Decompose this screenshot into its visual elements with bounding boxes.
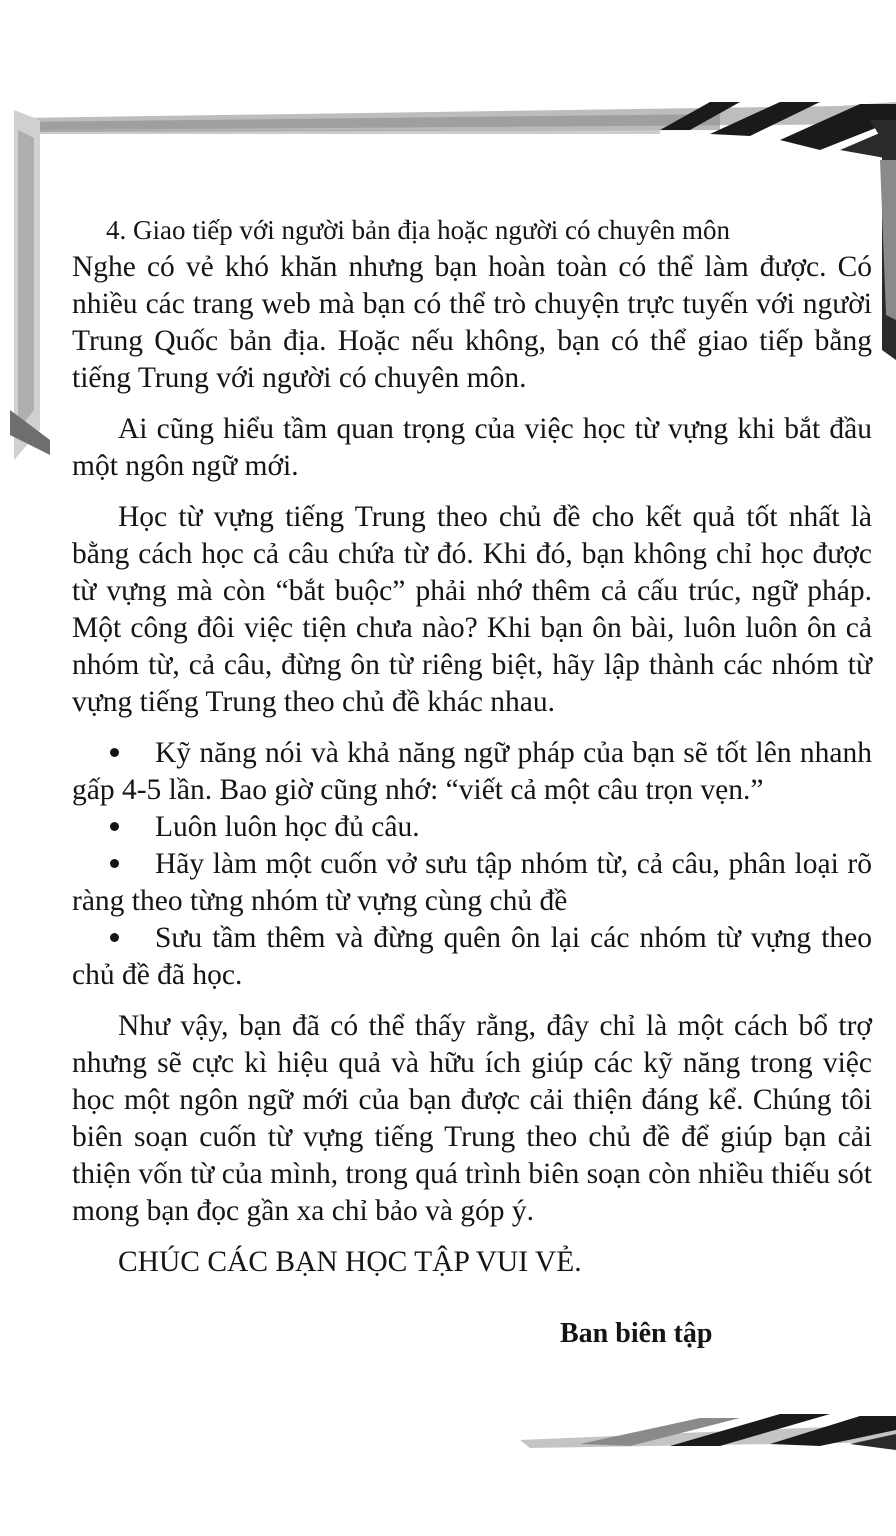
list-item-text: Luôn luôn học đủ câu.	[155, 811, 420, 843]
tips-list	[72, 735, 872, 994]
bottom-frame-ornament	[520, 1400, 896, 1460]
left-frame-ornament	[10, 110, 50, 460]
closing-wishes: CHÚC CÁC BẠN HỌC TẬP VUI VẺ.	[118, 1246, 582, 1278]
list-item	[72, 735, 872, 809]
list-item-text: Hãy làm một cuốn vở sưu tập nhóm từ, cả câu, phân loại rõ ràng theo từng nhóm từ vựng cùng chủ đề	[72, 848, 872, 917]
bullet-icon	[110, 859, 119, 868]
list-item-text: Kỹ năng nói và khả năng ngữ pháp của bạn sẽ tốt lên nhanh gấp 4-5 lần. Bao giờ cũng nhớ: “viết cả một câu trọn vẹn.”	[72, 737, 872, 806]
paragraph-conclusion: Như vậy, bạn đã có thể thấy rằng, đây chỉ là một cách bổ trợ nhưng sẽ cực kì hiệu quả và hữu ích giúp các kỹ năng trong việc học một ngôn ngữ mới của bạn được cải thiện đáng kể. Chúng tôi biên soạn cuốn từ vựng tiếng Trung theo chủ đề để giúp bạn cải thiện vốn từ của mình, trong quá trình biên soạn còn nhiều thiếu sót mong bạn đọc gần xa chỉ bảo và góp ý.	[72, 1010, 872, 1227]
paragraph-topic-learning: Học từ vựng tiếng Trung theo chủ đề cho kết quả tốt nhất là bằng cách học cả câu chứa từ đó. Khi đó, bạn không chỉ học được từ vựng mà còn “bắt buộc” phải nhớ thêm cả cấu trúc, ngữ pháp. Một công đôi việc tiện chưa nào? Khi bạn ôn bài, luôn luôn ôn cả nhóm từ, cả câu, đừng ôn từ riêng biệt, hãy lập thành các nhóm từ vựng tiếng Trung theo chủ đề khác nhau.	[72, 501, 872, 718]
list-item	[72, 846, 872, 920]
section-heading: 4. Giao tiếp với người bản địa hoặc người có chuyên môn	[106, 215, 730, 245]
bullet-icon	[110, 822, 119, 831]
bullet-icon	[110, 933, 119, 942]
list-item	[72, 920, 872, 994]
editorial-signature: Ban biên tập	[560, 1318, 713, 1349]
top-frame-ornament	[20, 100, 896, 160]
paragraph-vocabulary-importance: Ai cũng hiểu tầm quan trọng của việc học từ vựng khi bắt đầu một ngôn ngữ mới.	[72, 413, 872, 482]
paragraph-native-speakers: Nghe có vẻ khó khăn nhưng bạn hoàn toàn có thể làm được. Có nhiều các trang web mà bạn có thể trò chuyện trực tuyến với người Trung Quốc bản địa. Hoặc nếu không, bạn có thể giao tiếp bằng tiếng Trung với người có chuyên môn.	[72, 251, 872, 394]
page-text	[72, 212, 872, 1281]
bullet-icon	[110, 748, 119, 757]
list-item	[72, 809, 872, 846]
list-item-text: Sưu tầm thêm và đừng quên ôn lại các nhóm từ vựng theo chủ đề đã học.	[72, 922, 872, 991]
